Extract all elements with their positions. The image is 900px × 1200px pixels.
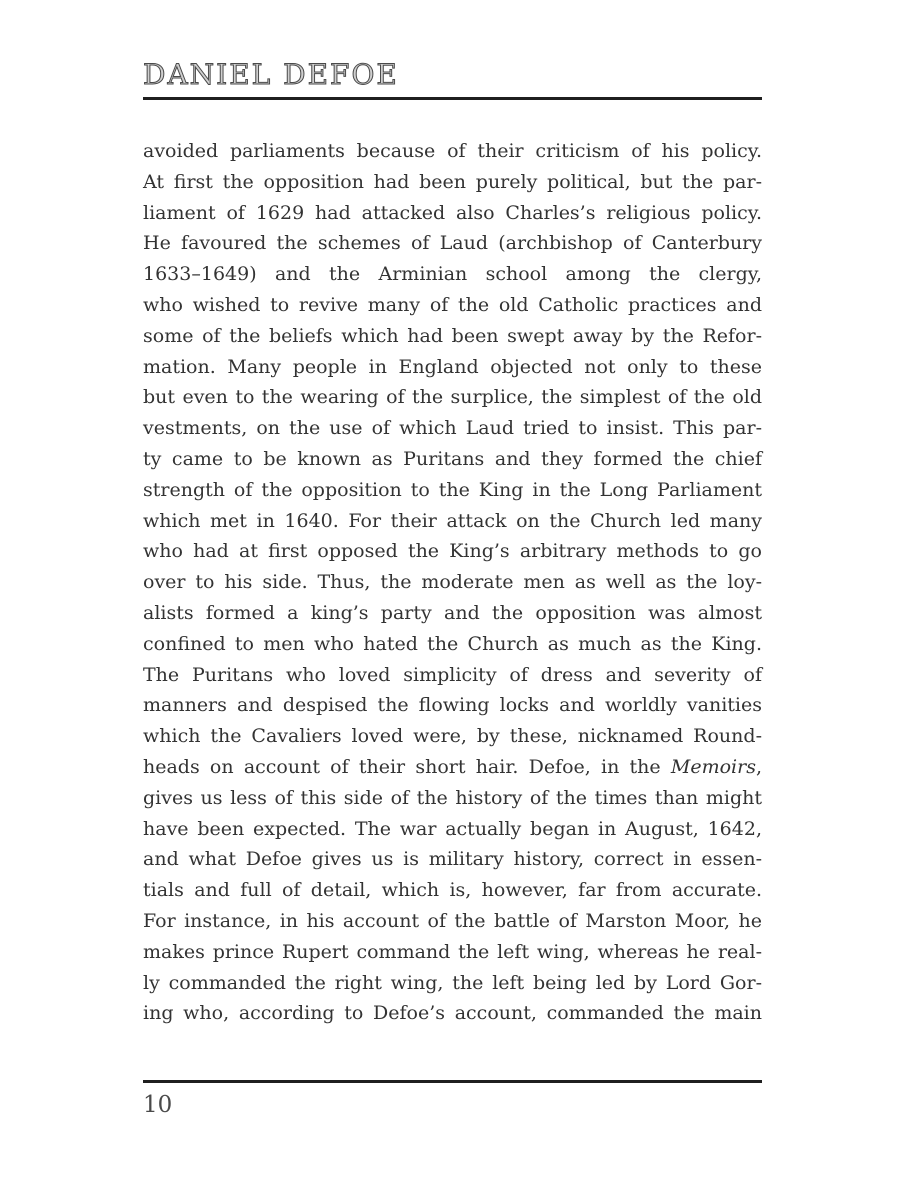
page-title: DANIEL DEFOE [143, 58, 399, 91]
text-segment: ing who, according to Defoe’s account, commanded the main [143, 1002, 762, 1025]
text-segment: He favoured the schemes of Laud (archbishop of Canterbury [143, 232, 762, 255]
italic-text: Memoirs [670, 755, 756, 778]
text-segment: The Puritans who loved simplicity of dress and severity of [143, 663, 762, 686]
text-line [143, 906, 762, 937]
text-segment: ly commanded the right wing, the left being led by Lord Gor- [143, 971, 762, 994]
text-segment: avoided parliaments because of their criticism of his policy. [143, 140, 762, 162]
text-line [143, 814, 762, 845]
text-line [143, 998, 762, 1029]
text-line [143, 783, 762, 814]
text-line [143, 690, 762, 721]
text-segment: vestments, on the use of which Laud tried to insist. This par- [143, 417, 762, 440]
text-segment: tials and full of detail, which is, however, far from accurate. [143, 879, 762, 902]
text-segment: who wished to revive many of the old Catholic practices and [143, 293, 762, 316]
text-line [143, 259, 762, 290]
text-line [143, 536, 762, 567]
text-line [143, 136, 762, 167]
text-line [143, 629, 762, 660]
page-number: 10 [143, 1092, 173, 1118]
text-segment: gives us less of this side of the history of the times than might [143, 786, 762, 809]
text-segment: who had at first opposed the King’s arbitrary methods to go [143, 540, 762, 563]
text-segment: some of the beliefs which had been swept away by the Refor- [143, 324, 762, 347]
text-line [143, 444, 762, 475]
text-line [143, 598, 762, 629]
text-line [143, 382, 762, 413]
footer-rule [143, 1080, 762, 1083]
text-line [143, 752, 762, 783]
text-line [143, 937, 762, 968]
running-header [143, 60, 762, 100]
text-segment: , [755, 755, 762, 778]
body-text [143, 136, 762, 1029]
text-segment: heads on account of their short hair. Defoe, in the [143, 755, 671, 778]
text-segment: and what Defoe gives us is military history, correct in essen- [143, 848, 762, 871]
text-line [143, 413, 762, 444]
text-line [143, 506, 762, 537]
text-segment: At first the opposition had been purely political, but the par- [143, 170, 762, 193]
text-line [143, 228, 762, 259]
text-segment: which the Cavaliers loved were, by these, nicknamed Round- [143, 725, 762, 748]
text-segment: 1633–1649) and the Arminian school among the clergy, [143, 263, 762, 286]
text-line [143, 167, 762, 198]
text-line [143, 875, 762, 906]
text-line [143, 290, 762, 321]
text-line [143, 198, 762, 229]
text-segment: alists formed a king’s party and the opposition was almost [143, 601, 762, 624]
text-segment: mation. Many people in England objected not only to these [143, 355, 762, 378]
text-line [143, 352, 762, 383]
text-segment: which met in 1640. For their attack on the Church led many [143, 509, 762, 532]
text-line [143, 321, 762, 352]
text-segment: but even to the wearing of the surplice, the simplest of the old [143, 386, 762, 409]
text-segment: liament of 1629 had attacked also Charles’s religious policy. [143, 201, 762, 224]
text-segment: strength of the opposition to the King in the Long Parliament [143, 478, 762, 501]
text-segment: For instance, in his account of the battle of Marston Moor, he [143, 909, 762, 932]
text-segment: over to his side. Thus, the moderate men as well as the loy- [143, 571, 762, 594]
text-segment: have been expected. The war actually began in August, 1642, [143, 817, 762, 840]
text-line [143, 721, 762, 752]
text-segment: makes prince Rupert command the left wing, whereas he real- [143, 940, 762, 963]
header-rule [143, 97, 762, 100]
text-segment: manners and despised the flowing locks and worldly vanities [143, 694, 762, 717]
text-line [143, 968, 762, 999]
page-footer [143, 1080, 762, 1118]
text-line [143, 660, 762, 691]
text-line [143, 844, 762, 875]
text-line [143, 475, 762, 506]
text-line [143, 567, 762, 598]
text-segment: confined to men who hated the Church as much as the King. [143, 632, 762, 655]
text-segment: ty came to be known as Puritans and they formed the chief [143, 447, 762, 470]
